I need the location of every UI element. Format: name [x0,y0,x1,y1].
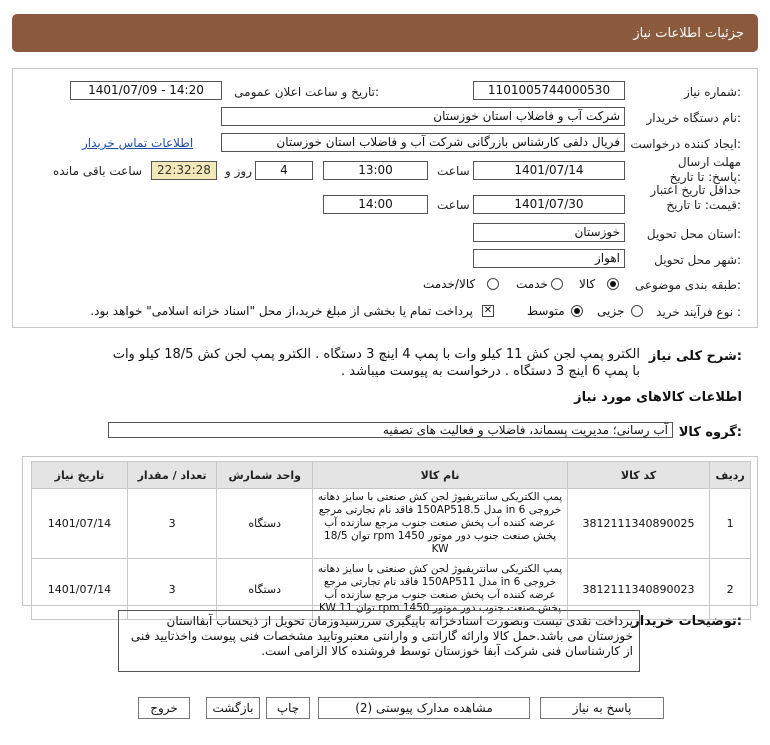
goods-table [31,461,751,620]
process-option-minor: جزیی [597,304,625,318]
cell-name: پمپ الکتریکی سانتریفیوژ لجن کش صنعتی با سایز دهانه خروجی 6 in مدل 150AP511 فاقد نام تجارتی مرجع عرضه کننده آب پخش صنعت جنوب مرجع سازنده آب پخش صنعت جنوب دور موتور 1450 rpm توان 11 KW [313,559,568,620]
category-radio-goods[interactable] [607,278,619,290]
deadline-date-field: 1401/07/14 [473,161,625,180]
remaining-time-label: ساعت باقی مانده [53,164,143,178]
process-radio-medium[interactable] [571,305,583,317]
col-need-date: تاریخ نیاز [32,462,128,489]
announce-label: تاریخ و ساعت اعلان عمومی: [234,85,379,99]
creator-label: ایجاد کننده درخواست: [630,137,741,151]
category-radio-goods-service[interactable] [487,278,499,290]
category-option-service: خدمت [516,277,548,291]
page-title: جزئيات اطلاعات نياز [633,25,744,41]
category-option-goods: کالا [579,277,596,291]
deadline-time-field: 13:00 [323,161,428,180]
treasury-checkbox[interactable] [482,305,494,317]
province-field: خوزستان [473,223,625,242]
validity-label: حداقل تاریخ اعتبار قیمت: تا تاریخ: [650,183,741,212]
reply-button[interactable]: پاسخ به نیاز [540,697,664,719]
buyer-org-field: شرکت آب و فاضلاب استان خوزستان [221,107,625,126]
cell-date: 1401/07/14 [32,559,128,620]
cell-row: 1 [710,489,751,559]
page-header [12,14,758,52]
category-radio-service[interactable] [551,278,563,290]
col-row: ردیف [710,462,751,489]
cell-code: 3812111340890023 [567,559,709,620]
announce-field: 1401/07/09 - 14:20 [70,81,222,100]
validity-time-label: ساعت [437,198,470,212]
group-field: آب رسانی؛ مدیریت پسماند، فاضلاب و فعالیت های تصفیه [108,422,673,438]
deadline-time-label: ساعت [437,164,470,178]
remaining-time-field: 22:32:28 [151,161,217,180]
back-button[interactable]: بازگشت [206,697,260,719]
payment-note: پرداخت تمام یا بخشی از مبلغ خرید،از محل "اسناد خزانه اسلامی" خواهد بود. [90,304,473,318]
checkbox-mark-icon: ✕ [483,305,493,316]
goods-section-title: اطلاعات کالاهای مورد نیاز [574,390,742,405]
goods-table-panel [22,456,758,614]
category-label: طبقه بندی موضوعی: [634,278,741,292]
process-radio-minor[interactable] [631,305,643,317]
buyer-notes-label: توضیحات خریدار: [632,614,742,629]
deadline-label: مهلت ارسال پاسخ: تا تاریخ: [669,155,741,184]
description-label: شرح کلی نیاز: [648,349,742,364]
cell-unit: دستگاه [217,559,313,620]
buyer-contact-link[interactable]: اطلاعات تماس خریدار [82,136,194,150]
cell-qty: 3 [127,559,216,620]
cell-qty: 3 [127,489,216,559]
cell-date: 1401/07/14 [32,489,128,559]
province-label: استان محل تحویل: [646,227,741,241]
cell-name: پمپ الکتریکی سانتریفیوژ لجن کش صنعتی با سایز دهانه خروجی 6 in مدل 150AP518.5 فاقد نام تجارتی مرجع عرضه کننده آب پخش صنعت جنوب مرجع سازنده آب پخش صنعت جنوب دور موتور 1450 rpm توان 18/5 KW [313,489,568,559]
col-unit: واحد شمارش [217,462,313,489]
col-qty: تعداد / مقدار [127,462,216,489]
need-number-field: 1101005744000530 [473,81,625,100]
process-option-medium: متوسط [527,304,565,318]
col-code: کد کالا [567,462,709,489]
creator-field: فریال دلفی کارشناس بازرگانی شرکت آب و فاضلاب استان خوزستان [221,133,625,152]
buyer-notes-text: پرداخت نقدی نیست وبصورت اسنادخزانه باپیگیری سررسیدوزمان تحویل از ذیحساب آبفااستان خوزستان می باشد.حمل کالا وارائه گارانتی و وارانتی معتبروتایید مشخصات فنی پیوست واخذتایید فنی از کارشناسان فنی شرکت آبفا خوزستان توسط فروشنده کالا الزامی است. [118,610,640,672]
cell-code: 3812111340890025 [567,489,709,559]
group-label: گروه کالا: [678,425,742,440]
days-field: 4 [255,161,313,180]
days-label: روز و [225,164,252,178]
category-option-goods-service: کالا/خدمت [423,277,476,291]
exit-button[interactable]: خروج [138,697,190,719]
city-label: شهر محل تحویل: [654,253,741,267]
cell-row: 2 [710,559,751,620]
description-text: الکترو پمپ لجن کش 11 کیلو وات با پمپ 4 اینچ 3 دستگاه . الکترو پمپ لجن کش 18/5 کیلو وات با پمپ 6 اینچ 3 دستگاه . درخواست به پیوست میباشد . [112,347,640,379]
col-name: نام کالا [313,462,568,489]
need-info-panel [12,68,758,328]
cell-unit: دستگاه [217,489,313,559]
print-button[interactable]: چاپ [266,697,310,719]
process-label: نوع فرآیند خرید : [656,305,741,319]
validity-date-field: 1401/07/30 [473,195,625,214]
city-field: اهواز [473,249,625,268]
table-row [32,489,751,559]
validity-time-field: 14:00 [323,195,428,214]
need-number-label: شماره نیاز: [683,85,741,99]
buyer-org-label: نام دستگاه خریدار: [646,111,741,125]
attachments-button[interactable]: مشاهده مدارک پیوستی (2) [318,697,530,719]
